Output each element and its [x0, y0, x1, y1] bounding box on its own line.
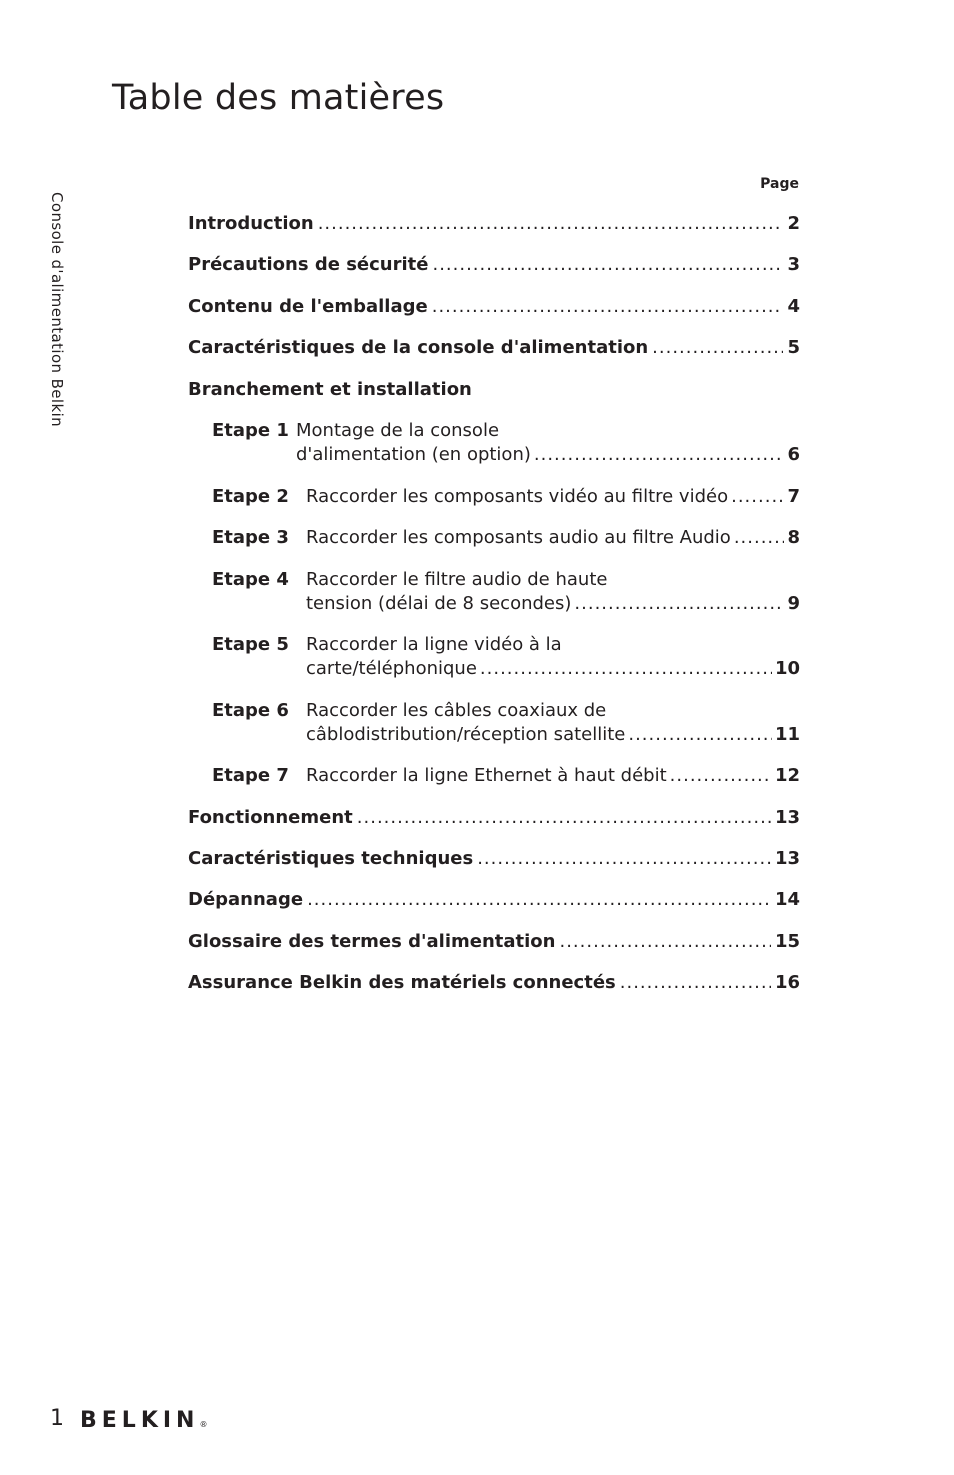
step-text-line1: Montage de la console [296, 420, 500, 441]
step-text-line1: Raccorder les câbles coaxiaux de [306, 700, 607, 721]
toc-entry-label: Assurance Belkin des matériels connectés [188, 972, 616, 993]
toc-entry-label: Caractéristiques techniques [188, 848, 474, 869]
step-text: Raccorder la ligne Ethernet à haut débit [306, 765, 667, 786]
step-text-line2: câblodistribution/réception satellite [306, 724, 626, 745]
toc-step-3[interactable] [212, 526, 800, 550]
belkin-logo [80, 1408, 207, 1433]
step-label: Etape 5 [212, 634, 289, 655]
footer-page-number: 1 [50, 1406, 64, 1431]
toc-entry-page: 13 [774, 848, 800, 869]
step-label: Etape 1 [212, 420, 289, 441]
toc-step-1[interactable] [212, 419, 800, 467]
dot-leader [731, 485, 784, 509]
toc-entry-label: Précautions de sécurité [188, 254, 429, 275]
toc-entry-page: 5 [787, 337, 800, 358]
dot-leader [534, 443, 785, 467]
step-page: 12 [774, 765, 800, 786]
dot-leader [318, 212, 784, 236]
sidebar-product-name: Console d'alimentation Belkin [48, 192, 66, 428]
toc-entry-label: Glossaire des termes d'alimentation [188, 931, 556, 952]
toc-entry-page: 4 [787, 296, 800, 317]
page-title: Table des matières [112, 78, 445, 118]
dot-leader [652, 336, 783, 360]
toc-entry-page: 16 [774, 972, 800, 993]
dot-leader [620, 971, 771, 995]
dot-leader [574, 592, 784, 616]
step-text: Raccorder les composants vidéo au filtre vidéo [306, 486, 729, 507]
toc-entry-label: Dépannage [188, 889, 304, 910]
step-label: Etape 3 [212, 527, 289, 548]
step-text-line2: tension (délai de 8 secondes) [306, 593, 572, 614]
toc-entry-label: Fonctionnement [188, 807, 353, 828]
toc-step-5[interactable] [212, 633, 800, 681]
toc-entry-label: Branchement et installation [188, 379, 472, 400]
step-text-line1: Raccorder la ligne vidéo à la [306, 634, 562, 655]
toc-entry-glossary[interactable] [188, 930, 800, 954]
toc-entry-page: 3 [787, 254, 800, 275]
dot-leader [670, 764, 772, 788]
toc-step-6[interactable] [212, 699, 800, 747]
step-page: 10 [774, 658, 800, 679]
step-page: 7 [787, 486, 800, 507]
step-label: Etape 6 [212, 700, 289, 721]
toc-step-2[interactable] [212, 485, 800, 509]
step-text: Raccorder les composants audio au filtre Audio [306, 527, 731, 548]
toc-entry-specifications[interactable] [188, 847, 800, 871]
dot-leader [734, 526, 785, 550]
dot-leader [477, 847, 771, 871]
step-page: 9 [787, 593, 800, 614]
toc-entry-package-contents[interactable] [188, 295, 800, 319]
step-page: 11 [774, 724, 800, 745]
toc-entry-label: Contenu de l'emballage [188, 296, 428, 317]
toc-step-7[interactable] [212, 764, 800, 788]
step-text-line2: carte/téléphonique [306, 658, 477, 679]
dot-leader [559, 930, 770, 954]
toc-entry-safety[interactable] [188, 253, 800, 277]
toc-entry-page: 14 [774, 889, 800, 910]
toc-entry-page: 2 [787, 213, 800, 234]
toc-entry-features[interactable] [188, 336, 800, 360]
step-page: 8 [787, 527, 800, 548]
step-label: Etape 4 [212, 569, 289, 590]
brand-name: BELKIN [80, 1408, 200, 1433]
step-page: 6 [787, 444, 800, 465]
toc-entry-installation[interactable] [188, 378, 800, 402]
toc-entry-warranty[interactable] [188, 971, 800, 995]
dot-leader [357, 806, 771, 830]
dot-leader [480, 657, 772, 681]
page-column-header: Page [760, 176, 799, 192]
dot-leader [432, 295, 784, 319]
step-text-line1: Raccorder le filtre audio de haute [306, 569, 608, 590]
toc-step-4[interactable] [212, 568, 800, 616]
toc-entry-troubleshooting[interactable] [188, 888, 800, 912]
toc-entry-label: Introduction [188, 213, 314, 234]
toc-entry-page: 15 [774, 931, 800, 952]
toc-entry-introduction[interactable] [188, 212, 800, 236]
toc-entry-page: 13 [774, 807, 800, 828]
step-label: Etape 2 [212, 486, 289, 507]
toc-entry-label: Caractéristiques de la console d'alimentation [188, 337, 649, 358]
dot-leader [307, 888, 771, 912]
trademark-symbol: ® [199, 1420, 208, 1429]
step-label: Etape 7 [212, 765, 289, 786]
dot-leader [432, 253, 783, 277]
toc-entry-operation[interactable] [188, 806, 800, 830]
dot-leader [628, 723, 772, 747]
step-text-line2: d'alimentation (en option) [296, 444, 531, 465]
